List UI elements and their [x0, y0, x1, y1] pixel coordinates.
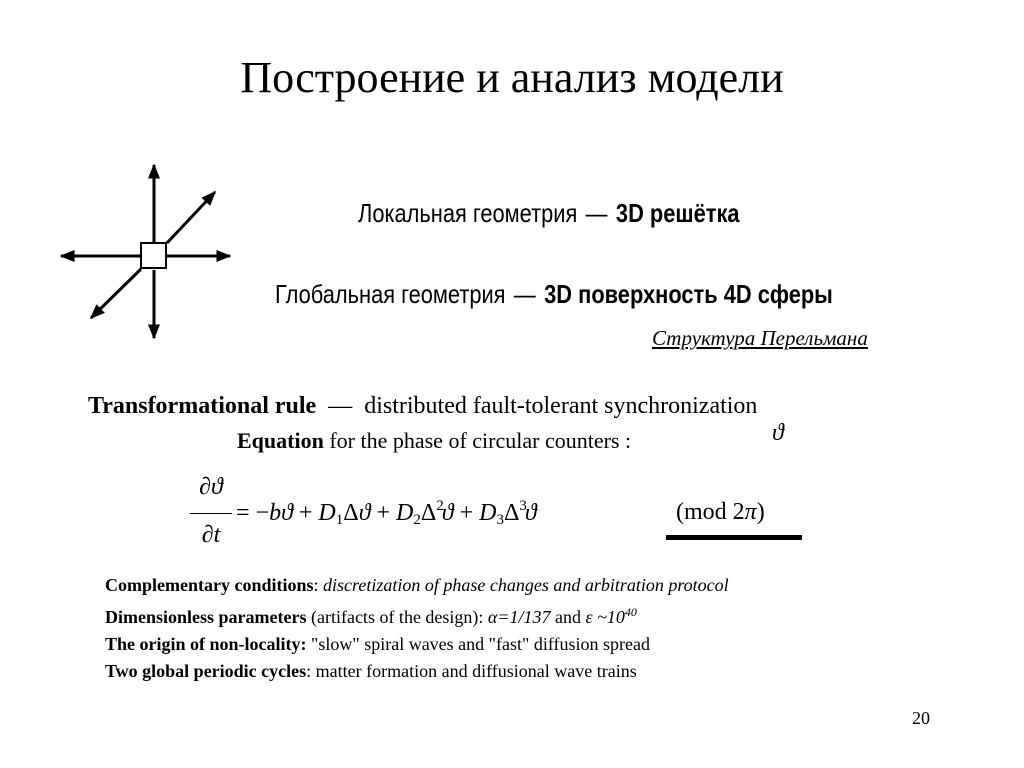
equation-right-side: = $-bϑ + D_1\Delta ϑ + D_2\Delta^2ϑ + D_3\Delta^3ϑ$ — [236, 498, 537, 528]
perelman-structure-note: Структура Перельмана — [652, 326, 868, 350]
global-geometry-dash: — — [513, 279, 536, 309]
local-geometry-dash: — — [585, 198, 608, 228]
slide-title: Построение и анализ модели — [240, 53, 784, 102]
complementary-conditions-line: Complementary conditions: discretization of phase changes and arbitration protocol — [105, 575, 729, 595]
mod-2pi: (mod 2π) — [676, 499, 765, 525]
equation-text: for the phase of circular counters : — [323, 428, 632, 453]
page-number: 20 — [912, 708, 930, 728]
mod-underline-bar — [666, 535, 802, 540]
equation-term: Equation — [237, 428, 324, 453]
transformational-rule-line — [88, 393, 757, 420]
dimensionless-parameters-line: Dimensionless parameters (artifacts of the design): α=1/137 and ε $\sim 10^{40}$ — [105, 605, 637, 627]
transformational-rule-dash: — — [328, 393, 353, 419]
notes-block — [105, 572, 729, 685]
local-geometry-value: 3D решётка — [615, 198, 740, 228]
fraction-numerator: ∂ϑ — [199, 474, 223, 500]
global-geometry-label: Глобальная геометрия — [275, 279, 506, 309]
global-geometry-line — [275, 279, 833, 310]
equation-line — [237, 428, 631, 454]
fraction-bar — [190, 513, 232, 514]
non-locality-line: The origin of non-locality: "slow" spiral waves and "fast" diffusion spread — [105, 634, 650, 654]
global-geometry-value: 3D поверхность 4D сферы — [544, 279, 833, 309]
transformational-rule-text: distributed fault-tolerant synchronization — [364, 393, 758, 419]
theta-symbol: ϑ — [772, 420, 784, 446]
lattice-node-arrows-icon — [55, 160, 235, 345]
fraction-denominator: ∂t — [201, 522, 221, 548]
local-geometry-label: Локальная геометрия — [358, 198, 578, 228]
periodic-cycles-line: Two global periodic cycles: matter formation and diffusional wave trains — [105, 661, 637, 681]
local-geometry-line — [358, 198, 740, 229]
transformational-rule-term: Transformational rule — [88, 393, 317, 419]
